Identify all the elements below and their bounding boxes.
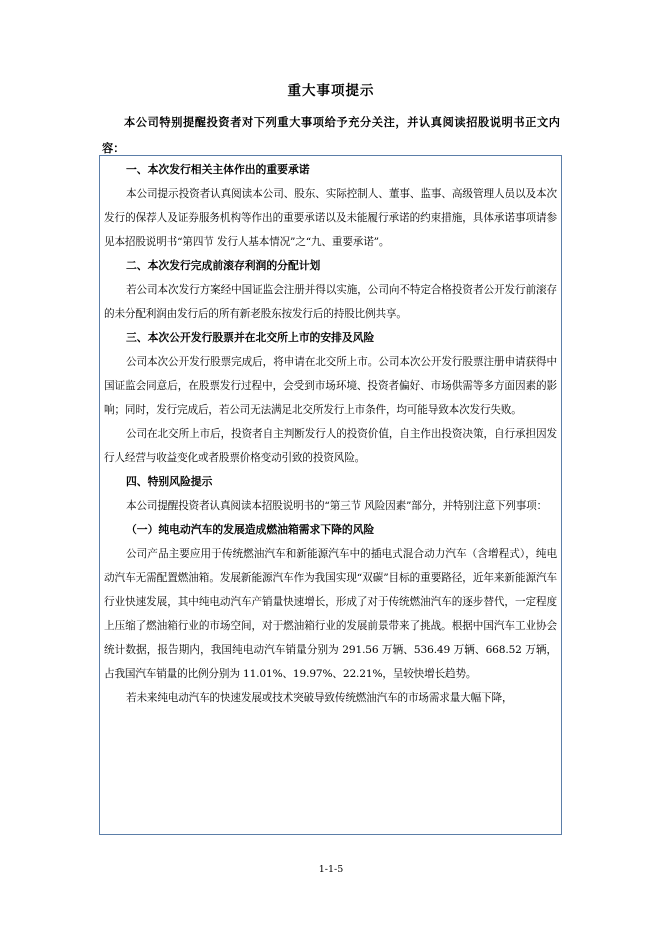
section-heading-3: 三、本次公开发行股票并在北交所上市的安排及风险: [126, 331, 375, 344]
section-3-paragraph-1: 公司本次公开发行股票完成后，将申请在北交所上市。公司本次公开发行股票注册申请获得中国证监会同意后，在股票发行过程中，会受到市场环境、投资者偏好、市场供需等多方面因素的影响；同时，发行完成后，若公司无法满足北交所发行上市条件，均可能导致本次发行失败。: [104, 356, 557, 416]
section-4-paragraph: 本公司提醒投资者认真阅读本招股说明书的“第三节 风险因素”部分，并特别注意下列事项：: [126, 500, 548, 512]
section-heading-4: 四、特别风险提示: [126, 475, 213, 488]
subsection-paragraph-2: 若未来纯电动汽车的快速发展或技术突破导致传统燃油汽车的市场需求量大幅下降，: [126, 692, 513, 704]
risk-notice-box: [99, 155, 562, 835]
intro-notice: 本公司特别提醒投资者对下列重大事项给予充分关注，并认真阅读招股说明书正文内容：: [102, 116, 560, 155]
subsection-paragraph-1: 公司产品主要应用于传统燃油汽车和新能源汽车中的插电式混合动力汽车（含增程式），纯电动汽车无需配置燃油箱。发展新能源汽车作为我国实现“双碳”目标的重要路径，近年来新能源汽车行业快速发展，其中纯电动汽车产销量快速增长，形成了对于传统燃油汽车的逐步替代，一定程度上压缩了燃油箱行业的市场空间，对于燃油箱行业的发展前景带来了挑战。根据中国汽车工业协会统计数据，报告期内，我国纯电动汽车销量分别为 291.56 万辆、536.49 万辆、668.52 万辆，占我国汽车销量的比例分别为 11.01%、19.97%、22.21%，呈较快增长趋势。: [104, 548, 557, 680]
subsection-heading: （一）纯电动汽车的发展造成燃油箱需求下降的风险: [126, 523, 375, 536]
section-heading-1: 一、本次发行相关主体作出的重要承诺: [126, 163, 310, 176]
page-title: 重大事项提示: [287, 83, 375, 99]
section-2-paragraph: 若公司本次发行方案经中国证监会注册并得以实施，公司向不特定合格投资者公开发行前滚存的未分配利润由发行后的所有新老股东按发行后的持股比例共享。: [104, 284, 557, 320]
section-heading-2: 二、本次发行完成前滚存利润的分配计划: [126, 259, 321, 272]
page-number: 1-1-5: [318, 864, 344, 875]
section-3-paragraph-2: 公司在北交所上市后，投资者自主判断发行人的投资价值，自主作出投资决策，自行承担因发行人经营与收益变化或者股票价格变动引致的投资风险。: [104, 428, 557, 464]
section-1-paragraph: 本公司提示投资者认真阅读本公司、股东、实际控制人、董事、监事、高级管理人员以及本次发行的保荐人及证券服务机构等作出的重要承诺以及未能履行承诺的约束措施，具体承诺事项请参见本招股说明书“第四节 发行人基本情况”之“九、重要承诺”。: [104, 188, 557, 248]
